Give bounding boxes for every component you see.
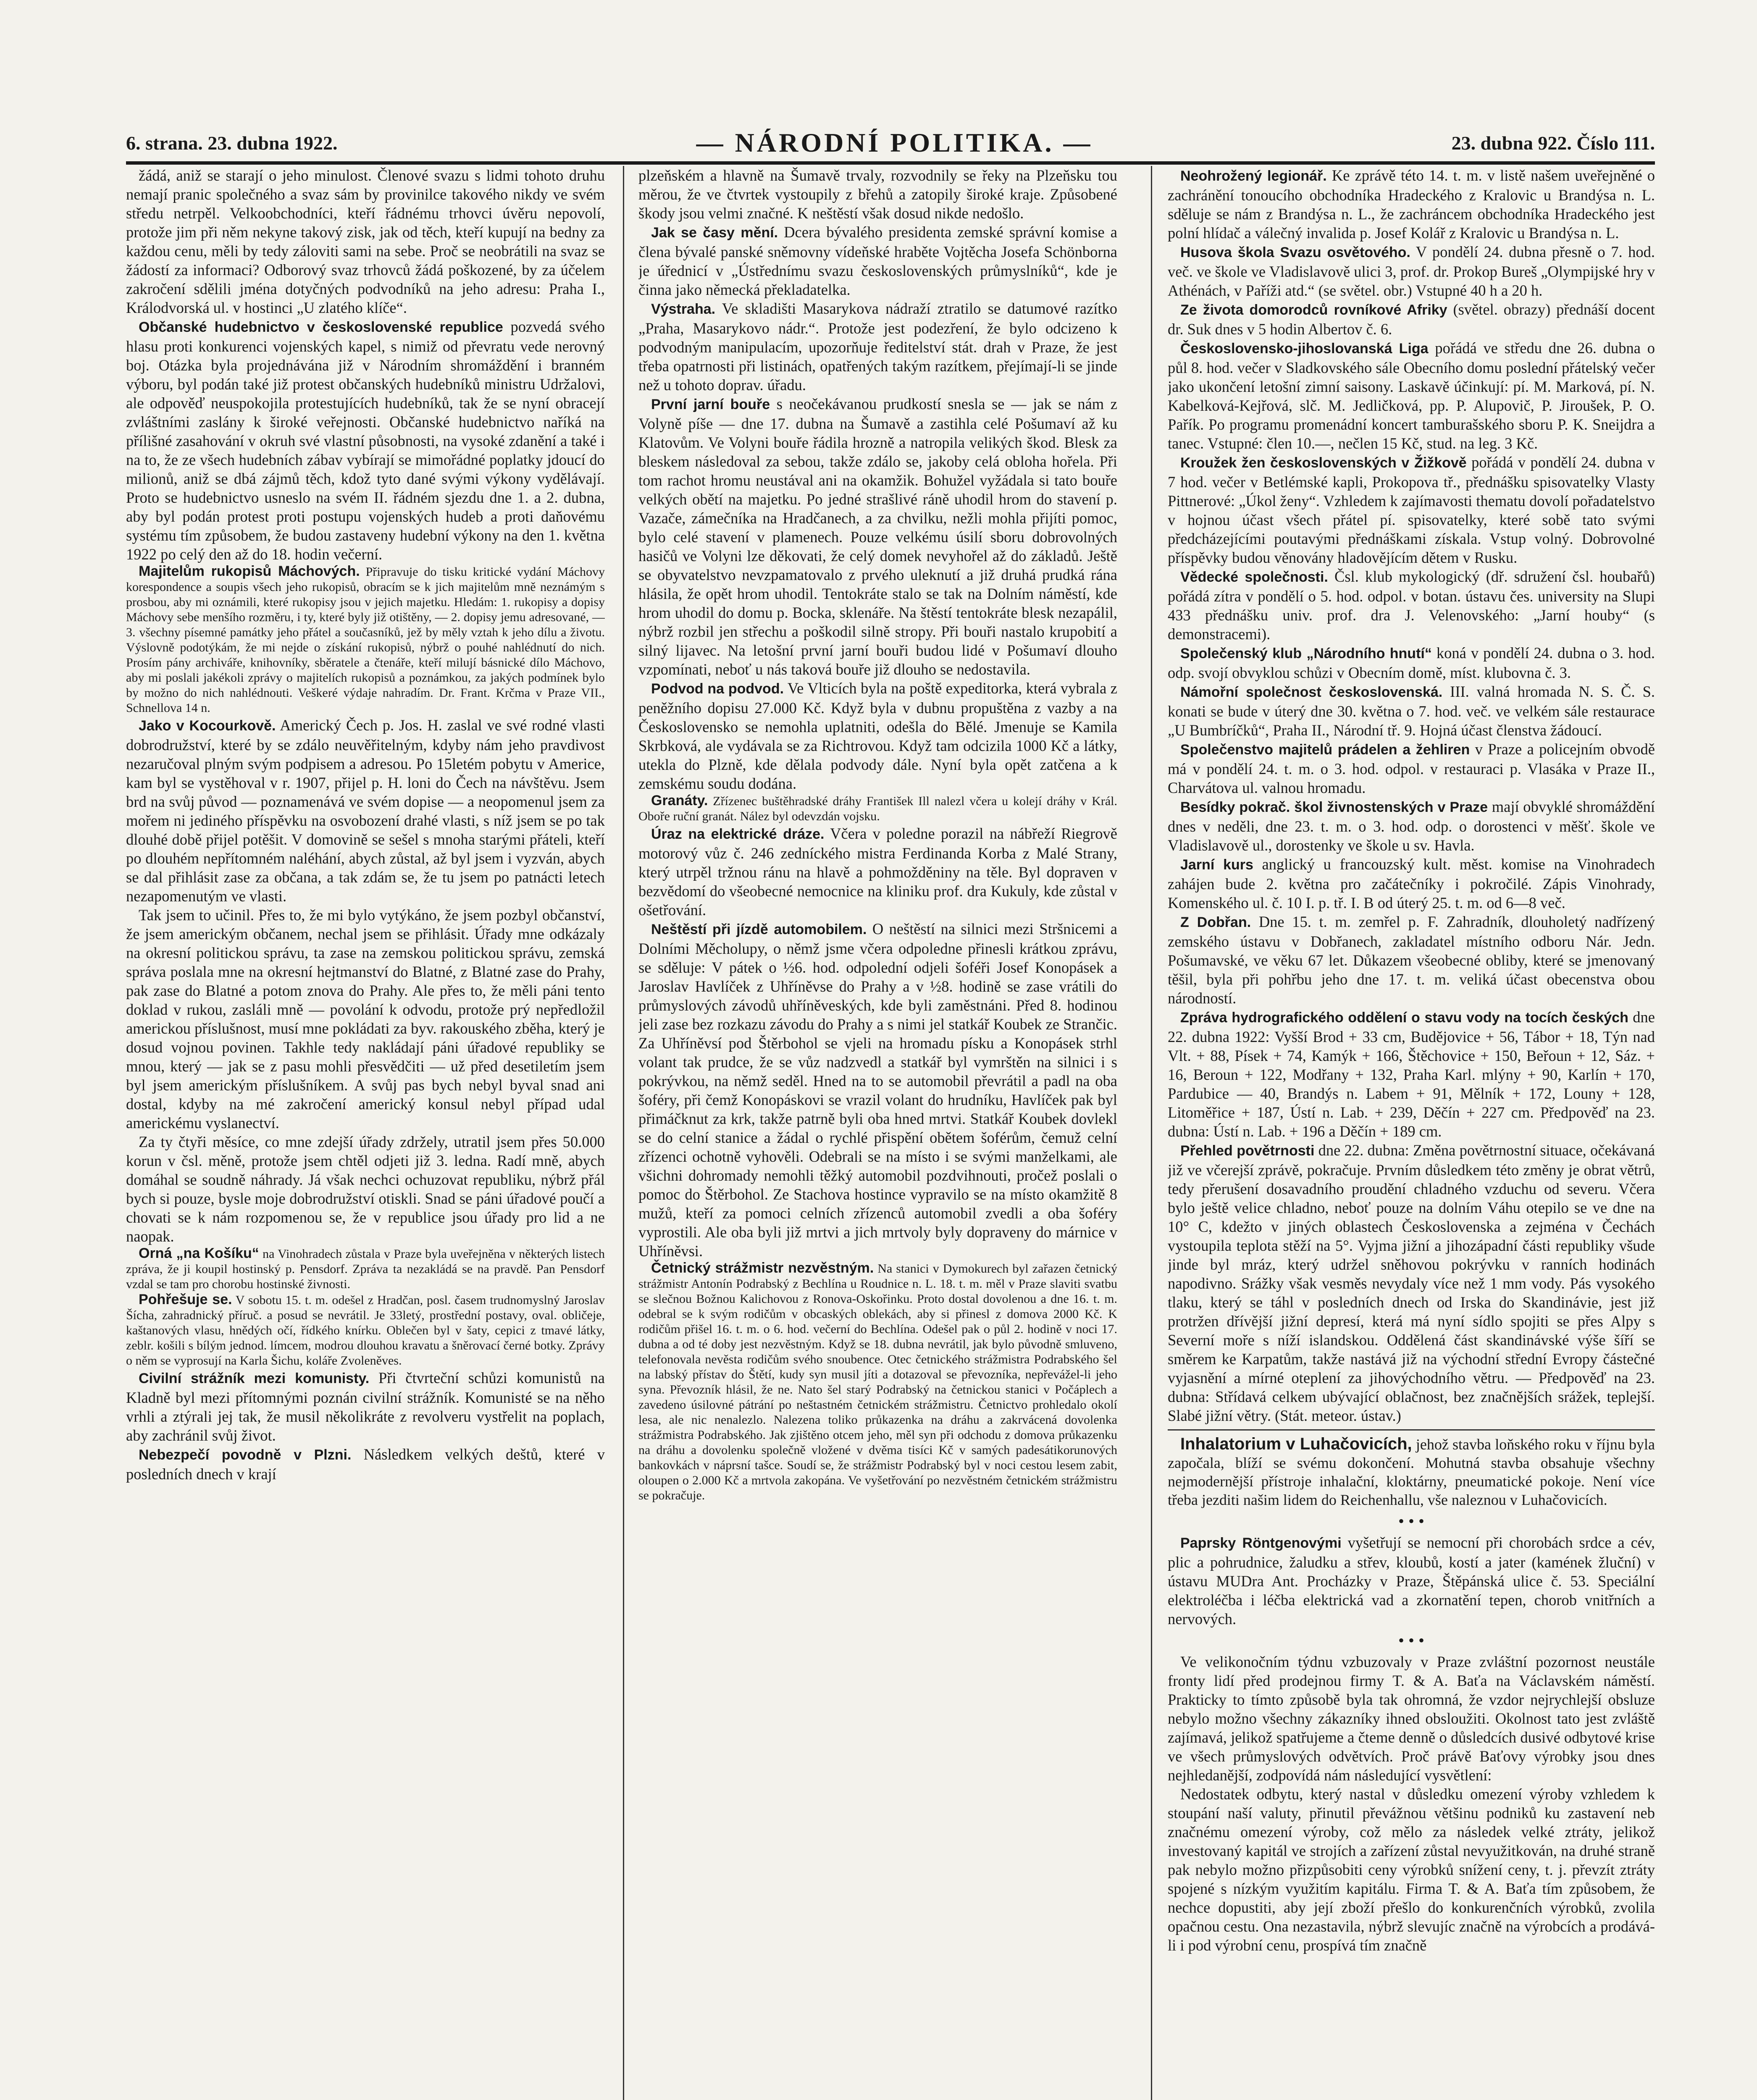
article-heading: Nebezpečí povodně v Plzni.	[139, 1447, 352, 1463]
notice-heading: Námořní společnost československá.	[1180, 684, 1443, 700]
notice-body: Čsl. klub mykologický (dř. sdružení čsl. houbařů) pořádá zítra v pondělí o 5. hod. odpol. v botan. ústavu čes. university na Slupi 433 přednášku univ. prof. dra J. Velenovského: „Jarní houby“ (s demonstracemi).	[1168, 568, 1655, 643]
article-text	[638, 394, 1117, 679]
article-text	[638, 919, 1117, 1260]
article-text	[126, 317, 605, 564]
notice-body: mají obvyklé shromáždění dnes v neděli, dne 23. t. m. o 3. hod. odp. o dorostenci v měšť. škole ve Vladislavově ul., dorostenky ve škole u sv. Havla.	[1168, 798, 1655, 854]
notice-body: pořádá v pondělí 24. dubna v 7 hod. večer v Betlémské kapli, Prokopova tř., přednášku spisovatelky Vlasty Pittnerové: „Úkol ženy“. Vzhledem k zajímavosti thematu dovolí pořadatelstvo v hojnou účast všech přátel pí. spisovatelky, které sobě tato svými předcházejícími poutavými přednáškami získala. Vstup volný. Dobrovolné příspěvky budou věnovány hladovějícím dětem v Rusku.	[1168, 454, 1655, 566]
advert-heading: Paprsky Röntgenovými	[1180, 1535, 1342, 1551]
article-text: Ve velikonočním týdnu vzbuzovaly v Praze zvláštní pozornost neustále fronty lidí před prodejnou firmy T. & A. Baťa na Václavském náměstí. Prakticky to tímto způsobě byla tak ohromná, že vzdor nejrychlejší obsluze nebylo možno všechny zákazníky ihned obsloužiti. Okolnost tato jest zvláště zajímavá, jelikož spatřujeme a čteme denně o důsledcích dusivé odbytové krise ve všech průmyslových odvětvích. Proč právě Baťovy výrobky jsou dnes nejhledanější, zodpovídá nám následující vysvětlení:	[1168, 1653, 1655, 1784]
advert-heading: Inhalatorium v Luhačovicích,	[1180, 1435, 1412, 1453]
masthead-title: — NÁRODNÍ POLITIKA. —	[696, 128, 1093, 158]
article-body: Ve Vlticích byla na poště expeditorka, která vybrala z peněžního dopisu 27.000 Kč. Když byla v dubnu propuštěna z vazby a na Československo se nemohla uplatniti, odešla do Bělé. Jmenuje se Kamila Skrbková, ale vydávala se za Richtrovou. Když tam odcizila 1000 Kč a látky, utekla do Plzně, kde dělala podvody dále. Nyní byla opět zatčena a k zemskému soudu dodána.	[638, 680, 1117, 792]
notice-text	[1168, 453, 1655, 567]
article-text	[126, 1445, 605, 1483]
article-body: O neštěstí na silnici mezi Stršnicemi a Dolními Měcholupy, o němž jsme včera odpoledne přinesli krátkou zprávu, se sděluje: V pátek o ½6. hod. odpolední odjeli šoféři Josef Konopásek a Jaroslav Havlíček z Uhříněvse do Prahy a v ½8. hodině se zase vrátili do průmyslových závodů uhříněveských, kde byli zaměstnáni. Před 8. hodinou jeli zase bez rozkazu závodu do Prahy a s nimi jel statkář Koubek ze Strančic. Za Uhříněvsí pod Štěrbohol se vjeli na hromadu písku a Konopásek strhl volant tak prudce, že se vůz nadzvedl a statkář byl vymrštěn na silnici i s pokrývkou, na němž seděl. Hned na to se automobil převrátil a padl na oba šoféry, při čemž Konopáskovi se vrazil volant do hrudníku, Havlíček pak byl přimáčknut za krk, takže patrně byli oba hned mrtvi. Statkář Koubek dovlekl se do celní stanice a žádal o rychlé přispění obětem šoférům, čemuž celní zřízenci ochotně vyhověli. Odebrali se na místo i se svými manželkami, ale všichni dohromady nemohli těžký automobil pozdvihnouti, pročež poslali o pomoc do Štěrbohol. Ze Stachova hostince vypravilo se na místo okamžitě 8 mužů, kteří za pomoci celních zřízenců automobil zvedli a oba šoféry vyprostili. Ale oba byli již mrtvi a jich mrtvoly byly dopraveny do márnice v Uhříněvsi.	[638, 920, 1117, 1260]
article-heading: Výstraha.	[651, 301, 716, 317]
article-text: Za ty čtyři měsíce, co mne zdejší úřady zdržely, utratil jsem přes 50.000 korun v čsl. měně, protože jsem chtěl odjeti již 3. ledna. Radí mně, abych domáhal se soudně náhrady. Já však nechci ochuzovat republiku, nýbrž přál bych si pouze, bysle moje dobrodružství otiskli. Snad se páni úřadové poučí a chovati se k nám rozpomenou se, že v republice jsou úřady pro lid a ne naopak.	[126, 1133, 605, 1245]
notice-heading: Besídky pokrač. škol živnostenských v Praze	[1180, 799, 1488, 815]
advert-text	[1168, 1435, 1655, 1509]
article-body: Včera v poledne porazil na nábřeží Riegrově motorový vůz č. 246 zedníckého mistra Ferdinanda Korba z Malé Strany, který utrpěl tržnou ránu na hlavě a pohmožděniny na těle. Byl dopraven v bezvědomí do všeobecné nemocnice na kliniku prof. dra Kukuly, kde zůstal v ošetřování.	[638, 825, 1117, 919]
article-text	[638, 793, 1117, 824]
article-text: Tak jsem to učinil. Přes to, že mi bylo vytýkáno, že jsem pozbyl občanství, že jsem americkým občanem, nechal jsem se přihlásit. Úřady mne odkázaly na okresní politickou správu, ta zase na zemskou politickou správu, zemská správa poslala mne na okresní hejtmanství do Blatné, z Blatné zase do Prahy, pak zase do Blatné a potom znova do Prahy. Ale přes to, že měli páni tento doklad v rukou, zasláli mně — povolání k odvodu, protože prý nepředložil americkou příslušnost, musí mne pokládati za byv. rakouského zběha, který je dosud vojnou povinen. Takhle tedy nakládají páni úřadové republiky se mnou, který — jak se z pasu mohli přesvědčiti — už před desetiletím jsem byl jsem americkým příslušníkem. A svůj pas bych nebyl byval snad ani dostal, kdyby na mé zakročení americký konsul nebyl případ udal americkému vyslanectví.	[126, 906, 605, 1131]
notice-body: anglický u francouzský kult. měst. komise na Vinohradech zahájen bude 2. května pro začátečníky i pokročilé. Zápis Vinohrady, Komenského ul. č. 10 I. p. tř. I. B od úterý 25. t. m. od 6—8 več.	[1168, 856, 1655, 911]
notice-body: (světel. obrazy) přednáší docent dr. Suk dnes v 5 hodin Albertov č. 6.	[1168, 301, 1655, 338]
notice-text	[1168, 682, 1655, 740]
article-heading: Civilní strážník mezi komunisty.	[139, 1370, 370, 1386]
article-heading: Jako v Kocourkově.	[139, 718, 276, 734]
article-text	[638, 679, 1117, 793]
notice-text	[1168, 643, 1655, 682]
notice-heading: Československo-jihoslovanská Liga	[1180, 341, 1429, 357]
notice-text	[1168, 300, 1655, 339]
article-body: Následkem velkých deštů, které v posledních dnech v krají	[126, 1446, 605, 1483]
article-body: Ve skladišti Masarykova nádraží ztratilo se datumové razítko „Praha, Masarykovo nádr.“. Protože jest podezření, že bylo odcizeno k podvodným manipulacím, upozorňuje ředitelství stát. drah v Praze, že jest třeba opatrnosti při listinách, opatřených takým razítkem, přejímají-li se jinde než u tohoto doprav. úřadu.	[638, 300, 1117, 394]
article-text	[638, 824, 1117, 919]
article-text	[638, 1260, 1117, 1503]
notice-body: v Praze a policejním obvodě má v pondělí 24. t. m. o 3. hod. odpol. v restauraci p. Vlasáka v Praze II., Charvátova ul. valnou hromadu.	[1168, 740, 1655, 796]
notice-body: pořádá ve středu dne 26. dubna o půl 8. hod. večer v Sladkovského sále Obecního domu poslední přátelský večer jako ukončení letošní zimní saisony. Laskavě účinkují: pí. M. Marková, pí. N. Kabelková-Kejřová, slč. M. Jedličková, pp. P. Alupovič, P. Jiroušek, P. O. Pařík. Po programu promenádní koncert tamburašského sboru P. K. Sneijdra a tanec. Vstupné: člen 10.—, nečlen 15 Kč, stud. na leg. 3 Kč.	[1168, 339, 1655, 452]
notice-heading: Jarní kurs	[1180, 857, 1253, 873]
article-body: V sobotu 15. t. m. odešel z Hradčan, posl. časem trudnomyslný Jaroslav Šícha, zahradnický příruč. a posud se nevrátil. Je 33letý, prostřední postavy, oval. obličeje, kaštanových vlasu, hnědých očí, řídkého knírku. Oblečen byl v šaty, cepici z tmavé látky, zeblr. košili s bílým jednod. límcem, modrou dlouhou kravatu a šněrovací černé botky. Zprávy o něm se vyprosují na Karla Šichu, koláře Zvoleněves.	[126, 1293, 605, 1368]
notice-heading: Ze života domorodců rovníkové Afriky	[1180, 302, 1447, 318]
notice-body: Dne 15. t. m. zemřel p. F. Zahradník, dlouholetý nadřízený zemského ústavu v Dobřanech, zakladatel místního odboru Nár. Jedn. Pošumavské, ve věku 67 let. Důkazem všeobecné obliby, které se jmenovaný těšil, byla při pohřbu jeho dne 17. t. m. veliká účast obecenstva obou národností.	[1168, 913, 1655, 1007]
column-divider	[623, 166, 624, 2100]
notice-heading: Husova škola Svazu osvětového.	[1180, 244, 1410, 260]
notice-text	[1168, 797, 1655, 855]
notice-heading: Neohrožený legionář.	[1180, 168, 1327, 184]
article-heading: Orná „na Košíku“	[139, 1245, 259, 1261]
article-heading: První jarní bouře	[651, 396, 770, 412]
article-body: Připravuje do tisku kritické vydání Máchovy korespondence a soupis všech jeho rukopisů, obracím se k jich majitelům mně neznámým s prosbou, aby mi oznámili, které rukopisy jsou v jejich majetku. Hledám: 1. rukopisy a dopisy Máchovy sebe menšího rozměru, i ty, které byly již otištěny, — 2. dopisy jemu adresované, — 3. všechny písemné památky jeho přátel a současníků, jež by měly vztah k jeho dílu a životu. Výslovně podotýkám, že mi nejde o získání rukopisů, nýbrž o pouhé nahlédnutí do nich. Prosím pány archiváře, knihovníky, sběratele a čtenáře, kteří milují básnické dílo Máchovo, aby mi poslali jakékoli zprávy o majitelích rukopisů a poznámkou, za jakých podmínek bylo by možno do nich nahlédnouti. Veškeré výdaje nahradím. Dr. Frant. Krčma v Praze VII., Schnellova 14 n.	[126, 565, 605, 715]
article-body: s neočekávanou prudkostí snesla se — jak se nám z Volyně píše — dne 17. dubna na Šumavě a zastihla celé Pošumaví až ku Klatovům. Ve Volyni bouře řádila hrozně a natropila velikých škod. Blesk za bleskem následoval za sebou, takže zdálo se, jakoby celá obloha hořela. Při tom rachot hromu neustával ani na okamžik. Bohužel vyžádala si tato bouře velkých obětí na majetku. Po jedné strašlivé ráně uhodil hrom do stavení p. Vazače, zámečníka na Hradčanech, a za chvilku, nežli mohla přijíti pomoc, bylo celé stavení v plamenech. Pouze velkému úsilí sboru dobrovolných hasičů ve Volyni lze děkovati, že celý domek nevyhořel až do základů. Ještě se obyvatelstvo nevzpamatovalo z prvého uleknutí a již druhá prudká rána hlásila, že opět hrom uhodil. Tentokráte stalo se tak na Dolním náměstí, kde hrom uhodil do domu p. Bocka, sklenáře. Na štěstí tentokráte blesk nezapálil, nýbrž rozbil jen střechu a poškodil silně stropy. Při bouři nastalo krupobití a silný lijavec. Na letošní první jarní bouři budou lidé v Pošumaví dlouho vzpomínati, neboť u nás taková bouře již dlouho se nedostavila.	[638, 395, 1117, 678]
notice-body: dne 22. dubna 1922: Vyšší Brod + 33 cm, Budějovice + 56, Tábor + 18, Týn nad Vlt. + 88, Písek + 74, Kamýk + 166, Štěchovice + 150, Beřoun + 12, Sáz. + 16, Beroun + 122, Modřany + 132, Praha Karl. mlýny + 90, Karlín + 170, Pardubice — 40, Brandýs n. Labem + 91, Mělník + 172, Louny + 128, Litoměřice + 187, Ústí n. Lab. + 239, Děčín + 227 cm. Předpověď na 23. dubna: Ústí n. Lab. + 196 a Děčín + 189 cm.	[1168, 1008, 1655, 1140]
article-body: na Vinohradech zůstala v Praze byla uveřejněna v některých listech zpráva, že ji koupil hostinský p. Pensdorf. Zpráva ta nezakládá se na pravdě. Pan Pensdorf vzdal se tam pro chorobu hostinské živnosti.	[126, 1247, 605, 1291]
article-heading: Granáty.	[651, 793, 708, 808]
notice-text	[1168, 912, 1655, 1008]
article-text	[126, 564, 605, 716]
notice-text	[1168, 166, 1655, 242]
article-text	[638, 299, 1117, 394]
notice-heading: Přehled povětrnosti	[1180, 1143, 1315, 1159]
article-heading: Podvod na podvod.	[651, 681, 784, 697]
notice-heading: Kroužek žen československých v Žižkově	[1180, 455, 1467, 471]
article-heading: Jak se časy mění.	[651, 225, 778, 241]
notice-text	[1168, 1141, 1655, 1425]
advert-text	[1168, 1533, 1655, 1628]
notice-text	[1168, 567, 1655, 643]
notice-text	[1168, 855, 1655, 912]
article-heading: Pohřešuje se.	[139, 1292, 232, 1307]
column-3	[1168, 166, 1655, 2100]
article-text: plzeňském a hlavně na Šumavě trvaly, rozvodnily se řeky na Plzeňsku tou měrou, že ve čtvrtek vystoupily z břehů a zatopily široké kraje. Způsobené škody jsou velmi značné. K neštěstí však dosud nikde nedošlo.	[638, 167, 1117, 222]
notice-heading: Společenstvo majitelů prádelen a žehliren	[1180, 742, 1470, 758]
article-body: Dcera bývalého presidenta zemské správní komise a člena bývalé panské sněmovny vídeňské hraběte Vojtěcha Josefa Schönborna je úřednicí v „Ústřednímu svazu československých průmyslníků“, kde je činna jako německá překladatelka.	[638, 223, 1117, 298]
notice-heading: Z Dobřan.	[1180, 914, 1251, 930]
column-1	[126, 166, 605, 2100]
column-divider	[1151, 166, 1152, 2100]
notice-heading: Vědecké společnosti.	[1180, 569, 1328, 585]
header-page-date: 6. strana. 23. dubna 1922.	[126, 132, 338, 154]
article-text: Nedostatek odbytu, který nastal v důsledku omezení výroby vzhledem k stoupání naší valuty, přinutil převážnou většinu podniků ku zastavení neb značnému omezení výroby, což mělo za následek velké ztráty, jelikož investovaný kapitál ve strojích a zařízení zůstal nevyužitkován, na druhé straně pak nebylo možno přizpůsobiti ceny výrobků snížení ceny, t. j. převzít ztráty spojené s nízkým využitím kapitálu. Firma T. & A. Baťa tím způsobem, že nechce dopustiti, aby její zboží přešlo do konkurenčních výrobků, zvolila opačnou cestu. Ona nezastavila, nýbrž slevujíc značně na výrobcích a prodává-li i pod výrobní cenu, prospívá tím značně	[1168, 1785, 1655, 1954]
ornament-divider: • • •	[1398, 1631, 1424, 1650]
article-text	[126, 716, 605, 906]
article-heading: Majitelům rukopisů Máchových.	[139, 563, 360, 579]
article-body: Zřízenec buštěhradské dráhy František Ill nalezl včera u kolejí dráhy v Král. Oboře ruční granát. Nález byl odevzdán vojsku.	[638, 794, 1117, 823]
header-rule	[126, 161, 1655, 165]
notice-body: koná v pondělí 24. dubna o 3. hod. odp. svojí obvyklou schůzi v Obecním domě, míst. klubovna č. 3.	[1168, 644, 1655, 681]
notice-text	[1168, 242, 1655, 300]
article-text	[126, 1368, 605, 1445]
notice-text	[1168, 339, 1655, 453]
section-divider	[1168, 1429, 1655, 1431]
article-text	[126, 1246, 605, 1292]
notice-text	[1168, 740, 1655, 797]
column-2	[638, 166, 1117, 2100]
article-body: Americký Čech p. Jos. H. zaslal ve své rodné vlasti dobrodružství, které by se zdálo neuvěřitelným, kdyby nám jeho pravdivost nezaručoval plným svým podpisem a adresou. Po 15letém pobytu v Americe, kam byl se vystěhoval v r. 1907, přijel p. H. loni do Čech na návštěvu. Jsem brd na svůj původ — poznamenává ve svém dopise — a neopomenul jsem za mořem ni jediného příspěvku na osvobození drahé vlasti, s níž jsem se po tak dlouhé době přijel potěšit. V domovině se sešel s mnoha starými přáteli, kteří po dlouhém nepřítomném naléhání, abych zůstal, až byl jsem i vyzván, abych se dal přihlásit zase za občana, a tak zdám se, že tu jsem po patnácti letech nezapomenutým ve vlasti.	[126, 717, 605, 905]
advert-body: vyšetřují se nemocní při chorobách srdce a cév, plic a pohrudnice, žaludku a střev, kloubů, kostí a jater (kamének žluční) v ústavu MUDra Ant. Procházky v Praze, Štěpánská ulice č. 53. Speciální elektroléčba i léčba elektrická vad a zkornatění tepen, chorob vnitřních a nervových.	[1168, 1534, 1655, 1628]
ornament-divider: • • •	[1398, 1512, 1424, 1530]
article-heading: Občanské hudebnictvo v československé republice	[139, 319, 503, 335]
notice-heading: Společenský klub „Národního hnutí“	[1180, 646, 1432, 662]
notice-body: III. valná hromada N. S. Č. S. konati se bude v úterý dne 30. května o 7. hod. več. ve velkém sále restaurace „U Bumbríčků“, Praha II., Národní tř. 9. Hojná účast členstva žádoucí.	[1168, 683, 1655, 739]
advert-body: jehož stavba loňského roku v říjnu byla započala, blíží se svému dokončení. Mohutná stavba obsahuje všechny nejmodernější přístroje inhalační, kloktárny, pneumatické pokoje. Není více třeba jezditi našim lidem do Reichenhallu, vše naleznou v Luhačovicích.	[1168, 1436, 1655, 1508]
article-body: Při čtvrteční schůzi komunistů na Kladně byl mezi přítomnými poznán civilní strážník. Komunisté se na něho vrhli a ztýrali jej tak, že musil několikráte z revolveru vystřelit na poplach, aby zachránil svůj život.	[126, 1369, 605, 1444]
article-body: Na stanici v Dymokurech byl zařazen četnický strážmistr Antonín Podrabský z Bechlína u Roudnice n. L. 18. t. m. měl v Praze slaviti svatbu se slečnou Božnou Kalichovou z Ronova-Oskořinku. Proto dostal dovolenou a dne 16. t. m. odebral se k svým rodičům v obcaských oblekách, aby si přinesl z domova 2000 Kč. K rodičům přišel 16. t. m. o 6. hod. večerní do Bechlína. Odešel pak o půl 2. hodině v noci 17. dubna a od té doby jest nezvěstným. Když se 18. dubna nevrátil, jak bylo původně smluveno, telefonovala nevěsta rodičům svého snoubence. Otec četnického strážmistra Podrabského šel na labský přístav do Štětí, kudy syn musil jíti a dotazoval se převozníka, nepřevážel-li jeho syna. Převozník hlásil, že ne. Nato šel starý Podrabský na četnickou stanici v Počáplech a zavedeno úsilovné pátrání po neštastném četnickém strážmistru. Četnictvo prohledalo okolí lesa, ale nic nenalezlo. Nalezena toliko průkazenka na dráhu a zakrvácená dovolenka strážmistra Podrabského. Jak zjištěno otcem jeho, měl syn při odchodu z domova průkazenku na dráhu a dovolenku společně vložené v dvěma tisíci Kč v samých padesátikorunových bankovkách v náprsní tašce. Soudí se, že strážmistr Podrabský byl v noci cestou lesem zabit, oloupen o 2.000 Kč a mrtvola zakopána. Ve vyšetřování po nezvěstném četnickém strážmistru se pokračuje.	[638, 1262, 1117, 1502]
article-text	[126, 1292, 605, 1368]
notice-text	[1168, 1008, 1655, 1141]
notice-body: V pondělí 24. dubna přesně o 7. hod. več. ve škole ve Vladislavově ulici 3, prof. dr. Prokop Bureš „Olympijské hry v Athénách, v Paříži atd.“ (se světel. obr.) Vstupné 40 h a 20 h.	[1168, 243, 1655, 299]
article-heading: Neštěstí při jízdě automobilem.	[651, 921, 867, 937]
notice-body: Ke zprávě této 14. t. m. v listě našem uveřejněné o zachránění tonoucího obchodníka Hradeckého z Kralovic u Brandýsa n. L. sděluje se nám z Brandýsa n. L., že zachráncem obchodníka Hradeckého jest polní hlídač a válečný invalida p. Josef Kolář z Kralovic u Brandýsa n. L.	[1168, 167, 1655, 242]
article-heading: Úraz na elektrické dráze.	[651, 826, 825, 842]
notice-body: dne 22. dubna: Změna povětrnostní situace, očekávaná již ve včerejší zprávě, pokračuje. Prvním důsledkem této změny je obrat větrů, tedy přerušení dosavadního proudění chladného vzduchu od severu. Včera bylo ještě velice chladno, neboť pouze na dolním Váhu otepilo se ve dne na 10° C, kdežto v jiných oblastech Československa a zejména v Čechách vystoupila teplota stěží na 5°. Vyjma jižní a jihozápadní části republiky všude jinde byl mráz, který udržel sněhovou pokrývku v ranních hodinách napodivno. Srážky však vesměs nevydaly více než 1 mm vody. Pás vysokého tlaku, který se táhl v posledních dnech od Irska do Skandinávie, jest již protržen dřívější jižní depresí, která má nyní sídlo spojiti se přes Alpy s Severní moře s níží islandskou. Oddělená část skandinávské výše šíří se směrem ke Karpatům, takže nastává již na východní střední Evropy částečné vyjasnění a mírné oteplení za jihovýchodního větru. — Předpověď na 23. dubna: Střídavá celkem ubývající oblačnost, bez značnějších srážek, teplejší. Slabé jižní větry. (Stát. meteor. ústav.)	[1168, 1142, 1655, 1424]
article-heading: Četnický strážmistr nezvěstným.	[651, 1260, 874, 1276]
page-header	[126, 128, 1655, 158]
article-text	[638, 223, 1117, 299]
notice-heading: Zpráva hydrografického oddělení o stavu vody na tocích českých	[1180, 1010, 1628, 1026]
header-issue-number: 23. dubna 922. Číslo 111.	[1451, 132, 1655, 154]
article-body: pozvedá svého hlasu proti konkurenci vojenských kapel, s nimiž od převratu vede nerovný boj. Otázka byla projednávána již v Národním shromáždění i branném výboru, byl podán také již protest občanských hudebníků ministru Udržalovi, ale odpověď neuspokojila protestujících hudebníků, tak že se nyní obracejí zvláštními zaslány k široké veřejnosti. Občanské hudebnictvo naříká na přílišné zasahování v okruh své vlastní působnosti, na vysoké zdanění a také i na to, že ze všech hudebních zábav vybírají se mimořádné poplatky jdoucí do milionů, aniž se dbá zájmů těch, kdož tyto dané svými výkony vydělávají. Proto se hudebnictvo usneslo na svém II. řádném sjezdu dne 1. a 2. dubna, aby byl podán protest proti postupu vojenských hudeb a proti daňovému systému tím způsobem, že budou zastaveny hudební výkony na den 1. května 1922 po celý den až do 18. hodin večerní.	[126, 318, 605, 563]
article-text: žádá, aniž se starají o jeho minulost. Členové svazu s lidmi tohoto druhu nemají pranic společného a svaz sám by provinilce takového nikdy ve svém středu netrpěl. Velkoobchodníci, kteří řádnému trhovci úvěru nepovolí, protože jim při něm nekyne takový zisk, jak od těch, kteří kupují na bedny za každou cenu, měli by tedy záloviti sami na sebe. Proč se neobrátili na svaz se žádostí za informaci? Odborový svaz trhovců žádá poškozené, by za účelem zakročení sdělili jména dotyčných podvodníků na jeho adresu: Praha I., Králodvorská ul. v hostinci „U zlatého klíče“.	[126, 167, 605, 316]
